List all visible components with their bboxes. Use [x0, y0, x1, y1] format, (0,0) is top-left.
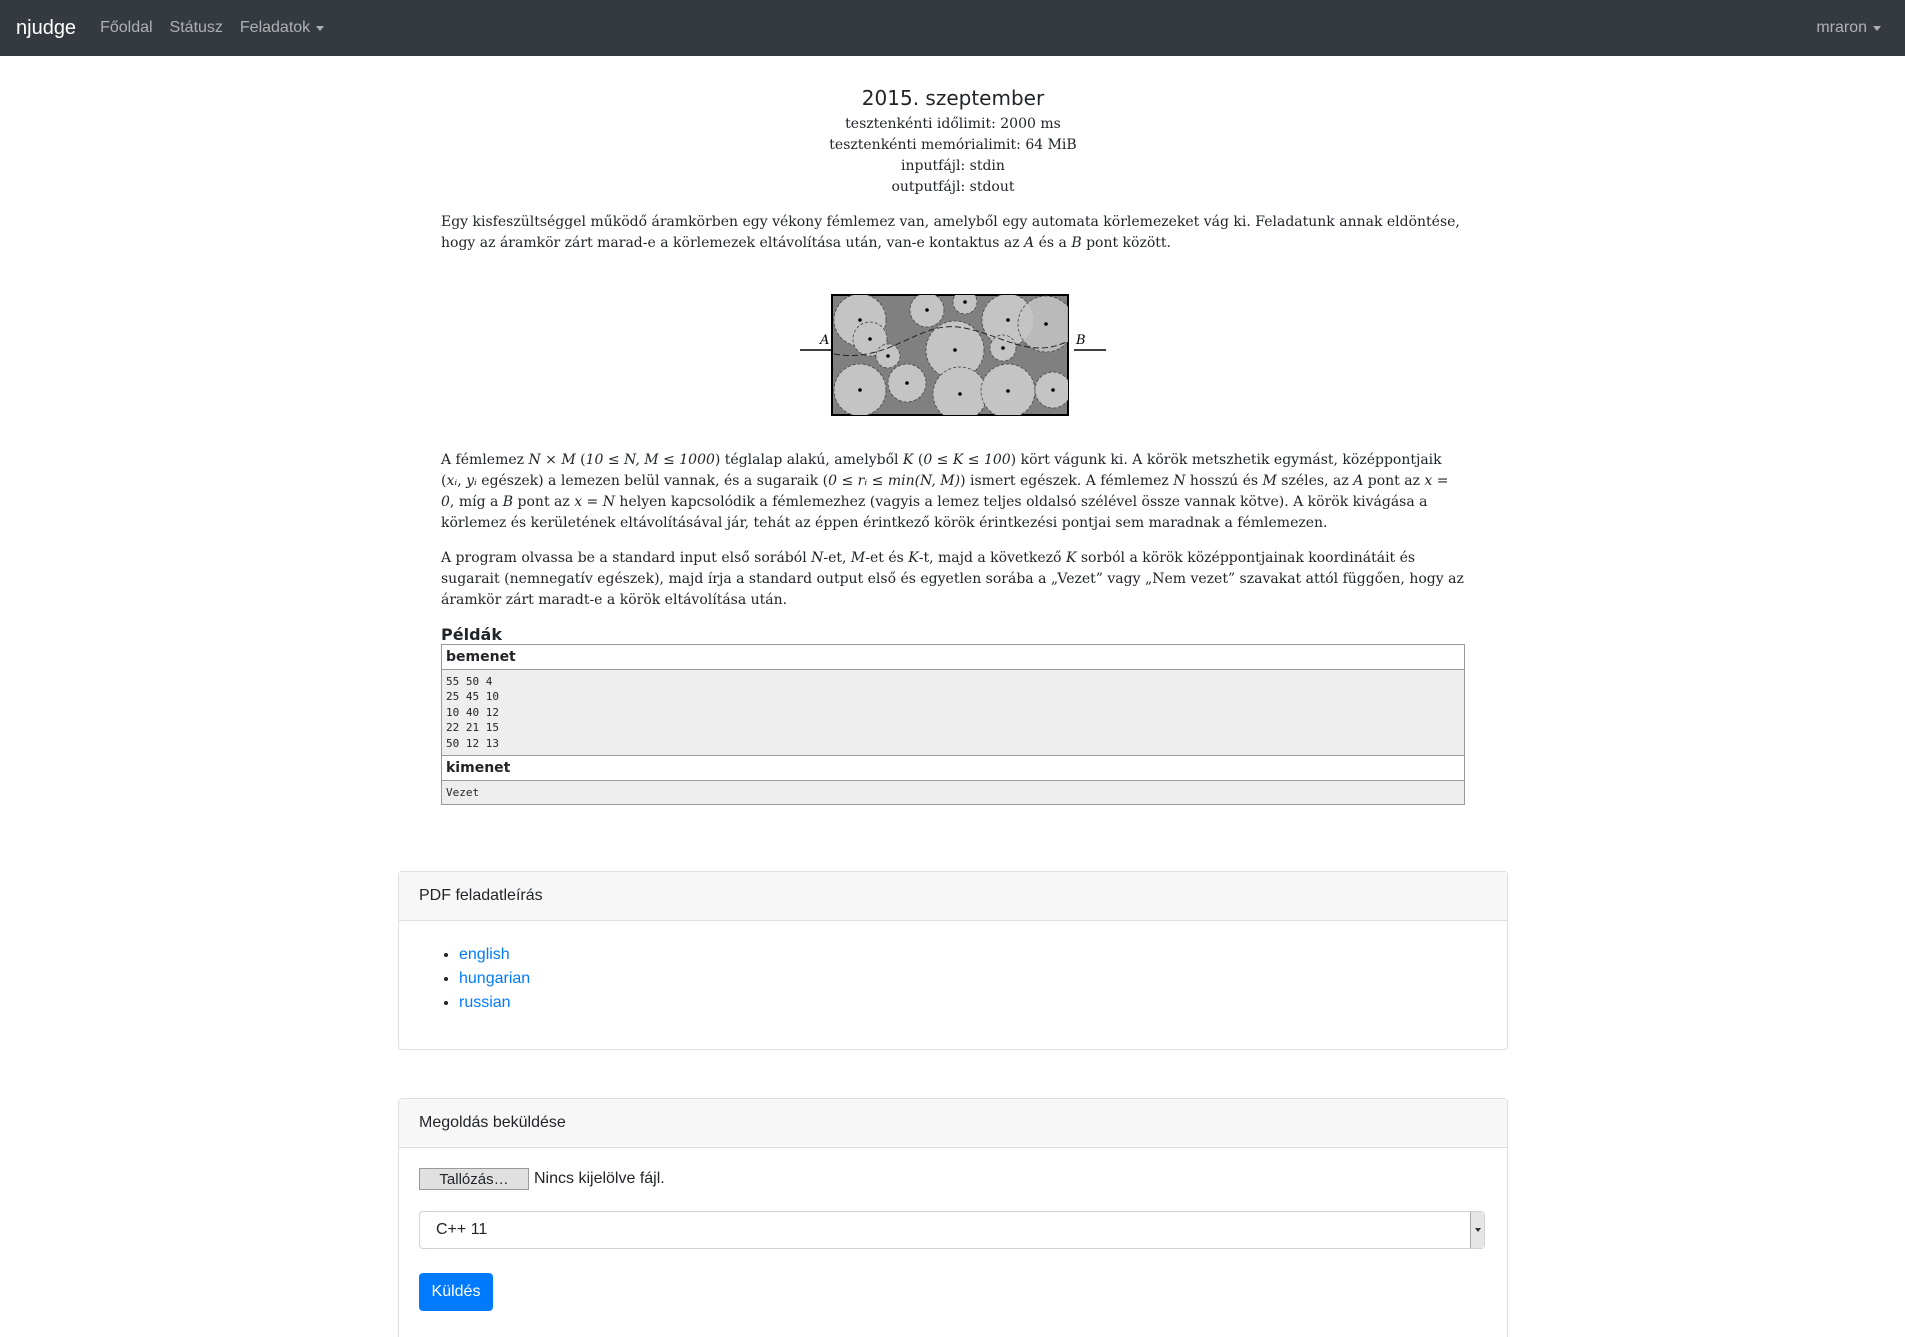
- figure-label-b: B: [1076, 333, 1086, 348]
- examples-title: Példák: [441, 625, 502, 644]
- pdf-link-english[interactable]: english: [459, 946, 510, 963]
- user-name: mraron: [1816, 19, 1867, 36]
- pdf-link-russian[interactable]: russian: [459, 994, 511, 1011]
- nav-link-status[interactable]: Státusz: [169, 19, 223, 36]
- chevron-down-icon: [1873, 26, 1881, 31]
- example-output-label: kimenet: [442, 756, 1465, 781]
- nav-dropdown-problems-label: Feladatok: [239, 19, 311, 36]
- pdf-link-hungarian[interactable]: hungarian: [459, 970, 531, 987]
- problem-statement: [441, 86, 1465, 805]
- submit-card: [398, 1098, 1508, 1337]
- pdf-card: [398, 871, 1508, 1050]
- memory-limit: tesztenkénti memórialimit: 64 MiB: [829, 137, 1077, 153]
- examples-table: [441, 644, 1465, 805]
- example-output: Vezet: [442, 781, 1465, 805]
- nav-dropdown-problems[interactable]: [240, 19, 324, 37]
- browse-button[interactable]: Tallózás…: [419, 1168, 529, 1190]
- submit-card-header: Megoldás beküldése: [399, 1099, 1507, 1148]
- example-input-label: bemenet: [442, 645, 1465, 670]
- brand-link[interactable]: njudge: [16, 16, 77, 39]
- pdf-card-header: PDF feladatleírás: [399, 872, 1507, 921]
- language-select[interactable]: [419, 1211, 1485, 1249]
- figure-label-a: A: [820, 333, 830, 348]
- user-menu[interactable]: [1816, 19, 1881, 37]
- pdf-links: [419, 943, 1487, 1015]
- language-select-value: C++ 11: [436, 1221, 488, 1238]
- statement-paragraph-1: Egy kisfeszültséggel működő áramkörben egy vékony fémlemez van, amelyből egy automata körlemezeket vág ki. Feladatunk annak eldöntése, hogy az áramkör zárt marad-e a körlemezek eltávolítása után, van-e kontaktus az A és a B pont között.: [441, 214, 1460, 251]
- no-file-label: Nincs kijelölve fájl.: [534, 1170, 665, 1187]
- chevron-down-icon: [316, 26, 324, 31]
- output-file: outputfájl: stdout: [891, 179, 1015, 195]
- time-limit: tesztenkénti időlimit: 2000 ms: [845, 116, 1061, 132]
- circuit-figure: [798, 282, 1108, 420]
- chevron-down-icon[interactable]: [1470, 1212, 1484, 1248]
- file-input: [419, 1168, 1487, 1190]
- statement-paragraph-3: A program olvassa be a standard input első sorából N-et, M-et és K-t, majd a következő K sorból a körök középpontjainak koordinátáit és sugarait (nemnegatív egészek), majd írja a standard output első és egyetlen sorába a „Vezet” vagy „Nem vezet” szavakat attól függően, hogy az áramkör zárt maradt-e a körök eltávolítása után.: [441, 550, 1464, 608]
- example-input: 55 50 4 25 45 10 10 40 12 22 21 15 50 12 13: [442, 670, 1465, 756]
- input-file: inputfájl: stdin: [901, 158, 1005, 174]
- nav-link-home[interactable]: Főoldal: [100, 19, 153, 36]
- submit-button[interactable]: Küldés: [419, 1273, 493, 1311]
- statement-paragraph-2: A fémlemez N × M (10 ≤ N, M ≤ 1000) téglalap alakú, amelyből K (0 ≤ K ≤ 100) kört vágunk ki. A körök metszhetik egymást, középpontjaik (xᵢ, yᵢ egészek) a lemezen belül vannak, és a sugaraik (0 ≤ rᵢ ≤ min(N, M)) ismert egészek. A fémlemez N hosszú és M széles, az A pont az x = 0, míg a B pont az x = N helyen kapcsolódik a fémlemezhez (vagyis a lemez teljes oldalsó szélével össze vannak kötve). A körök kivágása a körlemez és kerületének eltávolításával jár, tehát az éppen érintkező körök érintkezési pontjai sem maradnak a fémlemezen.: [441, 452, 1449, 531]
- problem-title: 2015. szeptember: [861, 86, 1045, 110]
- navbar: [0, 0, 1905, 56]
